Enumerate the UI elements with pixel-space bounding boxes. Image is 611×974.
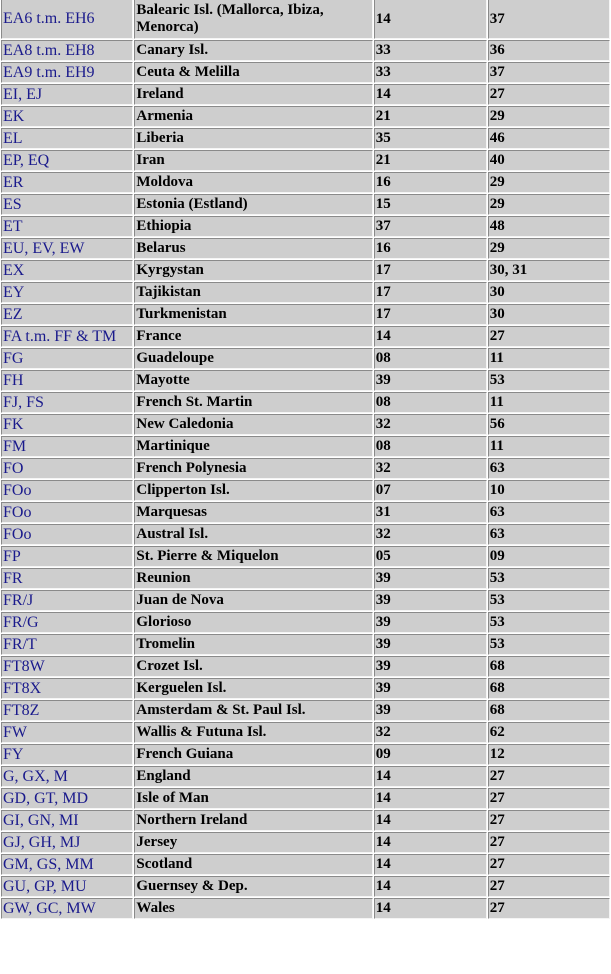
table-row — [1, 326, 610, 347]
prefix-cell: EI, EJ — [1, 84, 133, 105]
table-row — [1, 436, 610, 457]
prefix-cell: FA t.m. FF & TM — [1, 326, 133, 347]
table-row — [1, 678, 610, 699]
cq-zone-cell: 14 — [374, 788, 487, 809]
country-cell: Amsterdam & St. Paul Isl. — [134, 700, 372, 721]
table-row — [1, 502, 610, 523]
prefix-cell: EA9 t.m. EH9 — [1, 62, 133, 83]
table-row — [1, 546, 610, 567]
table-row — [1, 700, 610, 721]
prefix-cell: EA8 t.m. EH8 — [1, 40, 133, 61]
table-row — [1, 238, 610, 259]
prefix-cell: EZ — [1, 304, 133, 325]
itu-zone-cell: 30 — [488, 282, 610, 303]
cq-zone-cell: 14 — [374, 810, 487, 831]
prefix-cell: FY — [1, 744, 133, 765]
table-row — [1, 634, 610, 655]
cq-zone-cell: 08 — [374, 436, 487, 457]
table-row — [1, 40, 610, 61]
table-row — [1, 722, 610, 743]
table-row — [1, 524, 610, 545]
cq-zone-cell: 14 — [374, 84, 487, 105]
cq-zone-cell: 39 — [374, 590, 487, 611]
prefix-cell: GW, GC, MW — [1, 898, 133, 919]
prefix-cell: EL — [1, 128, 133, 149]
cq-zone-cell: 32 — [374, 458, 487, 479]
prefix-cell: FT8X — [1, 678, 133, 699]
country-cell: Wallis & Futuna Isl. — [134, 722, 372, 743]
cq-zone-cell: 17 — [374, 282, 487, 303]
itu-zone-cell: 63 — [488, 524, 610, 545]
itu-zone-cell: 63 — [488, 458, 610, 479]
table-row — [1, 458, 610, 479]
table-row — [1, 898, 610, 919]
country-cell: French St. Martin — [134, 392, 372, 413]
prefix-cell: GM, GS, MM — [1, 854, 133, 875]
table-row — [1, 172, 610, 193]
country-cell: Guadeloupe — [134, 348, 372, 369]
prefix-cell: FT8W — [1, 656, 133, 677]
table-row — [1, 370, 610, 391]
itu-zone-cell: 29 — [488, 106, 610, 127]
itu-zone-cell: 27 — [488, 788, 610, 809]
prefix-cell: FR — [1, 568, 133, 589]
itu-zone-cell: 37 — [488, 62, 610, 83]
prefix-cell: FG — [1, 348, 133, 369]
country-cell: Guernsey & Dep. — [134, 876, 372, 897]
itu-zone-cell: 53 — [488, 612, 610, 633]
cq-zone-cell: 32 — [374, 524, 487, 545]
country-cell: Tajikistan — [134, 282, 372, 303]
cq-zone-cell: 17 — [374, 304, 487, 325]
itu-zone-cell: 62 — [488, 722, 610, 743]
cq-zone-cell: 39 — [374, 678, 487, 699]
prefix-cell: EX — [1, 260, 133, 281]
cq-zone-cell: 15 — [374, 194, 487, 215]
country-cell: Canary Isl. — [134, 40, 372, 61]
prefix-table-body — [1, 0, 610, 919]
cq-zone-cell: 39 — [374, 656, 487, 677]
cq-zone-cell: 32 — [374, 722, 487, 743]
cq-zone-cell: 31 — [374, 502, 487, 523]
cq-zone-cell: 39 — [374, 568, 487, 589]
country-cell: Ireland — [134, 84, 372, 105]
itu-zone-cell: 68 — [488, 700, 610, 721]
country-cell: Belarus — [134, 238, 372, 259]
cq-zone-cell: 14 — [374, 854, 487, 875]
table-row — [1, 260, 610, 281]
cq-zone-cell: 39 — [374, 612, 487, 633]
country-cell: Northern Ireland — [134, 810, 372, 831]
country-cell: Kerguelen Isl. — [134, 678, 372, 699]
itu-zone-cell: 48 — [488, 216, 610, 237]
cq-zone-cell: 08 — [374, 348, 487, 369]
table-row — [1, 62, 610, 83]
prefix-cell: FR/T — [1, 634, 133, 655]
country-cell: Glorioso — [134, 612, 372, 633]
itu-zone-cell: 30 — [488, 304, 610, 325]
itu-zone-cell: 46 — [488, 128, 610, 149]
table-row — [1, 876, 610, 897]
itu-zone-cell: 27 — [488, 766, 610, 787]
prefix-cell: GD, GT, MD — [1, 788, 133, 809]
country-cell: Isle of Man — [134, 788, 372, 809]
prefix-cell: GJ, GH, MJ — [1, 832, 133, 853]
table-row — [1, 216, 610, 237]
country-cell: Juan de Nova — [134, 590, 372, 611]
prefix-cell: EP, EQ — [1, 150, 133, 171]
table-row — [1, 348, 610, 369]
country-cell: Scotland — [134, 854, 372, 875]
country-cell: Mayotte — [134, 370, 372, 391]
itu-zone-cell: 27 — [488, 898, 610, 919]
table-row — [1, 854, 610, 875]
cq-zone-cell: 39 — [374, 370, 487, 391]
country-cell: France — [134, 326, 372, 347]
itu-zone-cell: 09 — [488, 546, 610, 567]
country-cell: Ceuta & Melilla — [134, 62, 372, 83]
itu-zone-cell: 53 — [488, 370, 610, 391]
itu-zone-cell: 27 — [488, 854, 610, 875]
country-cell: Marquesas — [134, 502, 372, 523]
cq-zone-cell: 14 — [374, 326, 487, 347]
itu-zone-cell: 11 — [488, 348, 610, 369]
country-cell: Armenia — [134, 106, 372, 127]
country-cell: Wales — [134, 898, 372, 919]
country-cell: Tromelin — [134, 634, 372, 655]
cq-zone-cell: 05 — [374, 546, 487, 567]
cq-zone-cell: 14 — [374, 898, 487, 919]
prefix-cell: EK — [1, 106, 133, 127]
table-row — [1, 590, 610, 611]
country-cell: St. Pierre & Miquelon — [134, 546, 372, 567]
itu-zone-cell: 53 — [488, 568, 610, 589]
cq-zone-cell: 09 — [374, 744, 487, 765]
prefix-cell: FH — [1, 370, 133, 391]
prefix-cell: EA6 t.m. EH6 — [1, 0, 133, 39]
prefix-cell: GI, GN, MI — [1, 810, 133, 831]
table-row — [1, 84, 610, 105]
itu-zone-cell: 11 — [488, 436, 610, 457]
cq-zone-cell: 08 — [374, 392, 487, 413]
cq-zone-cell: 17 — [374, 260, 487, 281]
itu-zone-cell: 40 — [488, 150, 610, 171]
itu-zone-cell: 36 — [488, 40, 610, 61]
cq-zone-cell: 32 — [374, 414, 487, 435]
prefix-cell: EY — [1, 282, 133, 303]
cq-zone-cell: 33 — [374, 40, 487, 61]
prefix-cell: FR/J — [1, 590, 133, 611]
prefix-cell: FR/G — [1, 612, 133, 633]
cq-zone-cell: 14 — [374, 876, 487, 897]
country-cell: Ethiopia — [134, 216, 372, 237]
prefix-cell: ER — [1, 172, 133, 193]
table-row — [1, 766, 610, 787]
prefix-cell: FOo — [1, 480, 133, 501]
prefix-cell: FJ, FS — [1, 392, 133, 413]
itu-zone-cell: 11 — [488, 392, 610, 413]
prefix-cell: G, GX, M — [1, 766, 133, 787]
itu-zone-cell: 56 — [488, 414, 610, 435]
itu-zone-cell: 68 — [488, 656, 610, 677]
table-row — [1, 106, 610, 127]
table-row — [1, 656, 610, 677]
country-cell: Martinique — [134, 436, 372, 457]
itu-zone-cell: 27 — [488, 832, 610, 853]
cq-zone-cell: 39 — [374, 700, 487, 721]
prefix-cell: FT8Z — [1, 700, 133, 721]
table-row — [1, 744, 610, 765]
cq-zone-cell: 21 — [374, 150, 487, 171]
cq-zone-cell: 33 — [374, 62, 487, 83]
cq-zone-cell: 07 — [374, 480, 487, 501]
country-cell: Iran — [134, 150, 372, 171]
table-row — [1, 788, 610, 809]
itu-zone-cell: 37 — [488, 0, 610, 39]
country-cell: Estonia (Estland) — [134, 194, 372, 215]
country-cell: New Caledonia — [134, 414, 372, 435]
country-cell: Kyrgystan — [134, 260, 372, 281]
itu-zone-cell: 27 — [488, 876, 610, 897]
country-cell: Liberia — [134, 128, 372, 149]
table-row — [1, 568, 610, 589]
cq-zone-cell: 14 — [374, 0, 487, 39]
prefix-cell: FM — [1, 436, 133, 457]
table-row — [1, 612, 610, 633]
country-cell: Austral Isl. — [134, 524, 372, 545]
table-row — [1, 304, 610, 325]
country-cell: Moldova — [134, 172, 372, 193]
table-row — [1, 282, 610, 303]
prefix-cell: ET — [1, 216, 133, 237]
itu-zone-cell: 27 — [488, 84, 610, 105]
itu-zone-cell: 68 — [488, 678, 610, 699]
table-row — [1, 0, 610, 39]
country-cell: French Polynesia — [134, 458, 372, 479]
table-row — [1, 128, 610, 149]
itu-zone-cell: 27 — [488, 810, 610, 831]
country-cell: Balearic Isl. (Mallorca, Ibiza, Menorca) — [134, 0, 372, 39]
cq-zone-cell: 16 — [374, 238, 487, 259]
table-row — [1, 414, 610, 435]
cq-zone-cell: 21 — [374, 106, 487, 127]
country-cell: French Guiana — [134, 744, 372, 765]
cq-zone-cell: 16 — [374, 172, 487, 193]
table-row — [1, 480, 610, 501]
prefix-cell: FO — [1, 458, 133, 479]
country-cell: Clipperton Isl. — [134, 480, 372, 501]
prefix-cell: FOo — [1, 502, 133, 523]
prefix-cell: ES — [1, 194, 133, 215]
prefix-cell: FK — [1, 414, 133, 435]
country-cell: Crozet Isl. — [134, 656, 372, 677]
itu-zone-cell: 29 — [488, 172, 610, 193]
table-row — [1, 392, 610, 413]
prefix-cell: EU, EV, EW — [1, 238, 133, 259]
prefix-cell: FW — [1, 722, 133, 743]
table-row — [1, 194, 610, 215]
prefix-cell: FP — [1, 546, 133, 567]
table-row — [1, 150, 610, 171]
itu-zone-cell: 10 — [488, 480, 610, 501]
itu-zone-cell: 63 — [488, 502, 610, 523]
cq-zone-cell: 14 — [374, 766, 487, 787]
itu-zone-cell: 12 — [488, 744, 610, 765]
itu-zone-cell: 29 — [488, 238, 610, 259]
itu-zone-cell: 30, 31 — [488, 260, 610, 281]
country-cell: Jersey — [134, 832, 372, 853]
country-cell: England — [134, 766, 372, 787]
cq-zone-cell: 39 — [374, 634, 487, 655]
prefix-cell: FOo — [1, 524, 133, 545]
itu-zone-cell: 27 — [488, 326, 610, 347]
country-cell: Reunion — [134, 568, 372, 589]
itu-zone-cell: 53 — [488, 590, 610, 611]
table-row — [1, 810, 610, 831]
itu-zone-cell: 29 — [488, 194, 610, 215]
cq-zone-cell: 14 — [374, 832, 487, 853]
prefix-cell: GU, GP, MU — [1, 876, 133, 897]
cq-zone-cell: 37 — [374, 216, 487, 237]
itu-zone-cell: 53 — [488, 634, 610, 655]
country-cell: Turkmenistan — [134, 304, 372, 325]
cq-zone-cell: 35 — [374, 128, 487, 149]
table-row — [1, 832, 610, 853]
